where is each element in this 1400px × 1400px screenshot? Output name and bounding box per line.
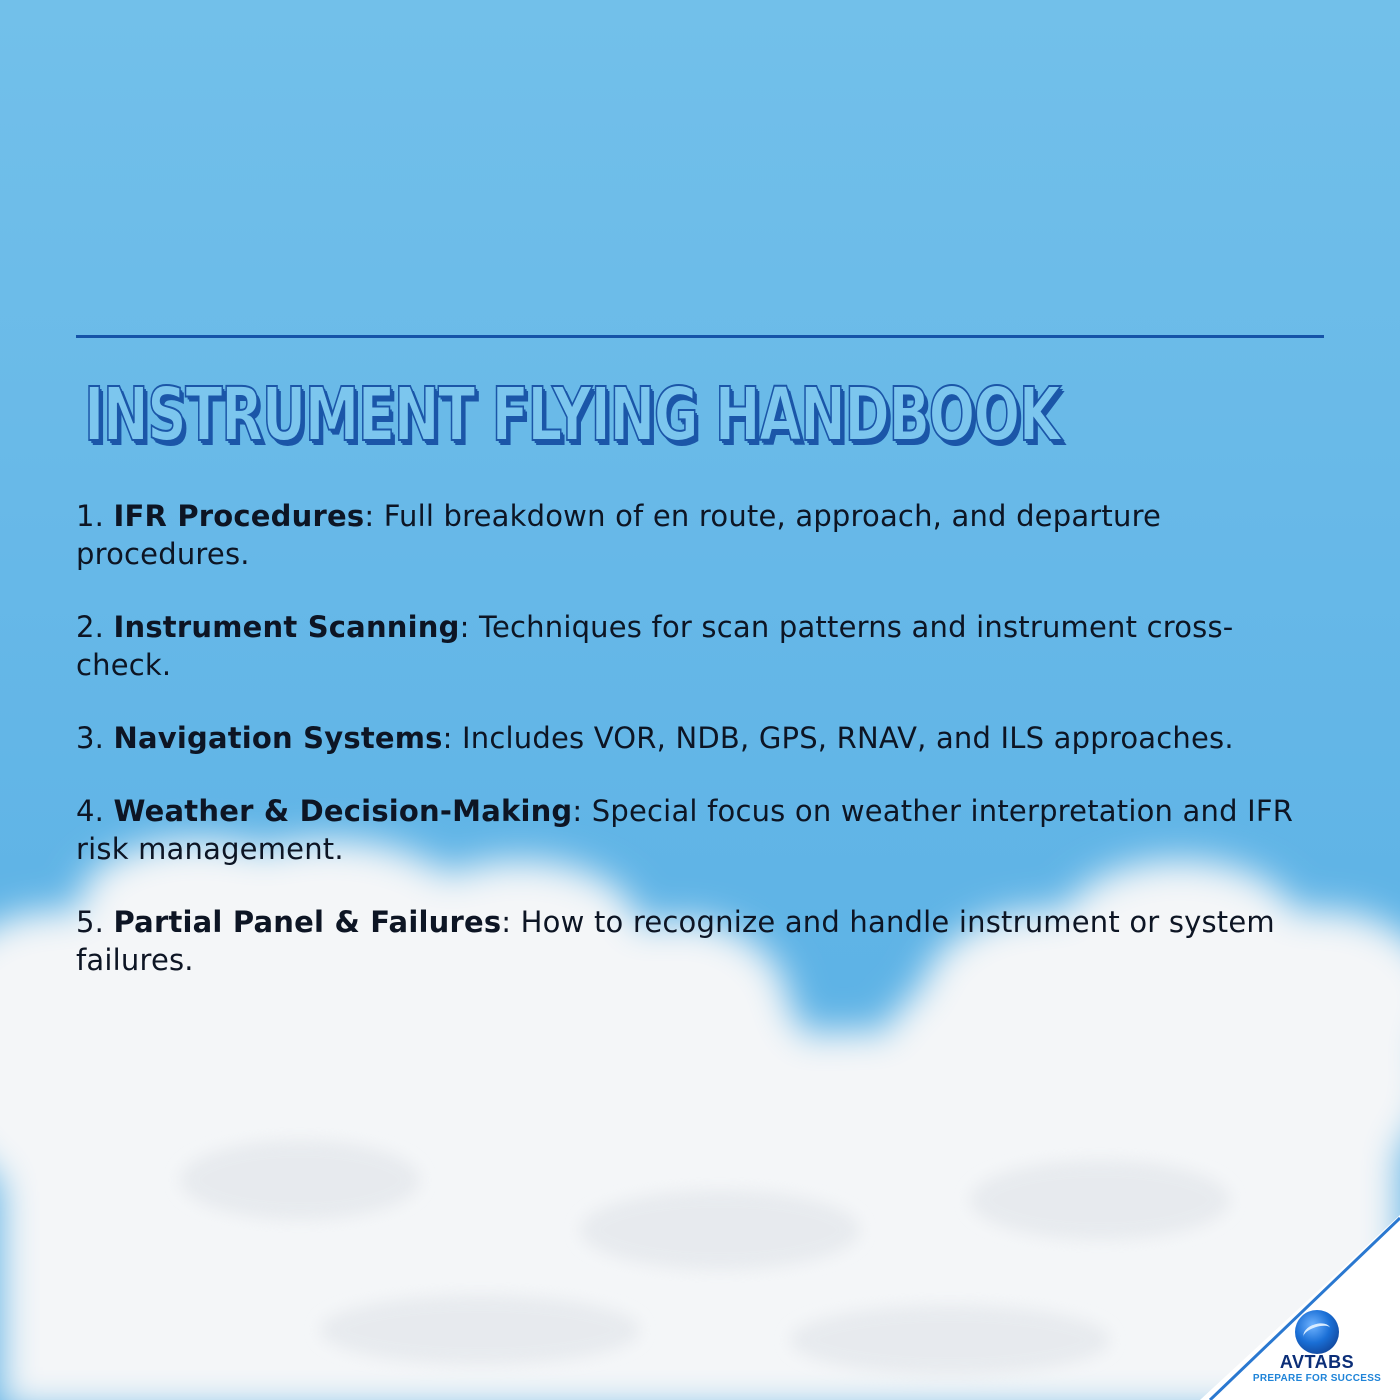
item-text: : How to recognize and handle instrument or system failures. — [76, 905, 1275, 977]
title-divider — [76, 335, 1324, 338]
list-item — [76, 719, 1326, 757]
avtabs-logo — [1240, 1300, 1390, 1395]
item-number: 1. — [76, 499, 114, 533]
item-text: : Special focus on weather interpretation and IFR risk management. — [76, 794, 1294, 866]
logo-tagline: PREPARE FOR SUCCESS — [1252, 1373, 1382, 1384]
globe-icon — [1295, 1310, 1339, 1354]
item-number: 5. — [76, 905, 114, 939]
item-number: 4. — [76, 794, 114, 828]
item-heading: Navigation Systems — [113, 721, 443, 755]
logo-name: AVTABS — [1279, 1352, 1355, 1372]
item-text: : Techniques for scan patterns and instrument cross-check. — [76, 610, 1234, 682]
item-number: 3. — [76, 721, 114, 755]
item-heading: Partial Panel & Failures — [113, 905, 502, 939]
item-heading: IFR Procedures — [113, 499, 365, 533]
item-text: : Full breakdown of en route, approach, and departure procedures. — [76, 499, 1162, 571]
list-item — [76, 497, 1326, 573]
list-item — [76, 792, 1326, 868]
topic-list — [76, 497, 1326, 1014]
item-heading: Weather & Decision-Making — [113, 794, 573, 828]
list-item — [76, 608, 1326, 684]
item-heading: Instrument Scanning — [113, 610, 460, 644]
page-title: INSTRUMENT FLYING HANDBOOK — [84, 372, 1060, 458]
item-number: 2. — [76, 610, 114, 644]
list-item — [76, 903, 1326, 979]
item-text: : Includes VOR, NDB, GPS, RNAV, and ILS approaches. — [442, 721, 1234, 755]
